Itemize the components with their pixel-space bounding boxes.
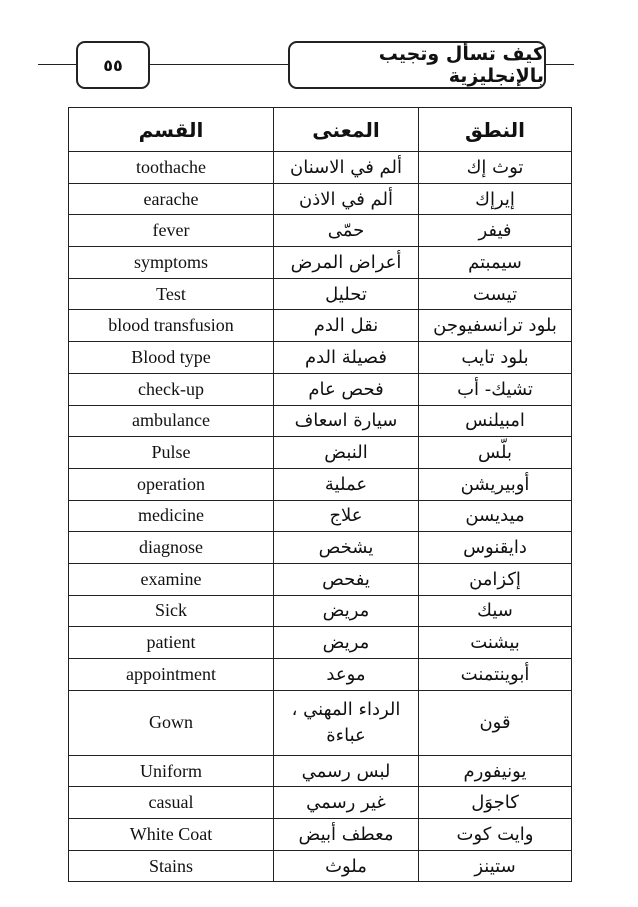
english-term-cell: ambulance xyxy=(69,405,274,437)
arabic-meaning-cell: مريض xyxy=(274,595,419,627)
english-term-cell: White Coat xyxy=(69,819,274,851)
arabic-meaning-cell: يشخص xyxy=(274,532,419,564)
pronunciation-cell: كاجوَل xyxy=(419,787,572,819)
header-rule-right xyxy=(544,64,574,65)
arabic-meaning-cell: ملوث xyxy=(274,850,419,882)
arabic-meaning-cell: النبض xyxy=(274,437,419,469)
english-term-cell: diagnose xyxy=(69,532,274,564)
table-row xyxy=(69,595,572,627)
table-row xyxy=(69,787,572,819)
english-term-cell: Test xyxy=(69,278,274,310)
arabic-meaning-cell: حمّى xyxy=(274,215,419,247)
english-term-cell: blood transfusion xyxy=(69,310,274,342)
pronunciation-cell: أوبيريشن xyxy=(419,468,572,500)
table-row xyxy=(69,183,572,215)
table-row xyxy=(69,563,572,595)
table-row xyxy=(69,659,572,691)
pronunciation-cell: وايت كوت xyxy=(419,819,572,851)
arabic-meaning-cell: عملية xyxy=(274,468,419,500)
header-rule-left xyxy=(38,64,76,65)
english-term-cell: symptoms xyxy=(69,247,274,279)
page-number-box xyxy=(76,41,150,89)
arabic-meaning-cell: سيارة اسعاف xyxy=(274,405,419,437)
english-term-cell: Blood type xyxy=(69,342,274,374)
pronunciation-cell: توث إك xyxy=(419,152,572,184)
vocabulary-table xyxy=(68,107,572,882)
english-term-cell: toothache xyxy=(69,152,274,184)
pronunciation-cell: تشيك- أب xyxy=(419,373,572,405)
pronunciation-cell: امبيلنس xyxy=(419,405,572,437)
pronunciation-cell: إيرإك xyxy=(419,183,572,215)
table-row xyxy=(69,247,572,279)
english-term-cell: medicine xyxy=(69,500,274,532)
table-row xyxy=(69,819,572,851)
arabic-meaning-cell: فصيلة الدم xyxy=(274,342,419,374)
pronunciation-cell: سيك xyxy=(419,595,572,627)
table-row xyxy=(69,310,572,342)
pronunciation-cell: يونيفورم xyxy=(419,755,572,787)
arabic-meaning-cell: يفحص xyxy=(274,563,419,595)
pronunciation-cell: دايقنوس xyxy=(419,532,572,564)
pronunciation-cell: ميديسن xyxy=(419,500,572,532)
header-rule-middle xyxy=(148,64,288,65)
english-term-cell: Sick xyxy=(69,595,274,627)
english-term-cell: Pulse xyxy=(69,437,274,469)
page-title: كيف تسأل وتجيب بالإنجليزية xyxy=(378,43,544,87)
arabic-meaning-cell: ألم في الاذن xyxy=(274,183,419,215)
table-row xyxy=(69,468,572,500)
header-section: القسم xyxy=(69,108,274,152)
table-row xyxy=(69,342,572,374)
arabic-meaning-cell: أعراض المرض xyxy=(274,247,419,279)
table-row xyxy=(69,405,572,437)
pronunciation-cell: أبوينتمنت xyxy=(419,659,572,691)
english-term-cell: casual xyxy=(69,787,274,819)
arabic-meaning-cell: نقل الدم xyxy=(274,310,419,342)
header-pronunciation: النطق xyxy=(419,108,572,152)
table-header-row xyxy=(69,108,572,152)
pronunciation-cell: بيشنت xyxy=(419,627,572,659)
english-term-cell: operation xyxy=(69,468,274,500)
english-term-cell: appointment xyxy=(69,659,274,691)
arabic-meaning-cell: الرداء المهني ، عباءة xyxy=(274,690,419,755)
table-row xyxy=(69,373,572,405)
pronunciation-cell: سيمبتم xyxy=(419,247,572,279)
english-term-cell: Gown xyxy=(69,690,274,755)
english-term-cell: fever xyxy=(69,215,274,247)
table-row xyxy=(69,278,572,310)
arabic-meaning-cell: موعد xyxy=(274,659,419,691)
english-term-cell: earache xyxy=(69,183,274,215)
pronunciation-cell: ستينز xyxy=(419,850,572,882)
pronunciation-cell: بلّس xyxy=(419,437,572,469)
table-row xyxy=(69,500,572,532)
table-row xyxy=(69,215,572,247)
arabic-meaning-cell: معطف أبيض xyxy=(274,819,419,851)
english-term-cell: check-up xyxy=(69,373,274,405)
page-number: ٥٥ xyxy=(103,55,123,75)
english-term-cell: patient xyxy=(69,627,274,659)
table-row xyxy=(69,532,572,564)
table-body xyxy=(69,152,572,882)
table-row xyxy=(69,627,572,659)
arabic-meaning-cell: غير رسمي xyxy=(274,787,419,819)
header-meaning: المعنى xyxy=(274,108,419,152)
pronunciation-cell: بلود ترانسفيوجن xyxy=(419,310,572,342)
title-box xyxy=(288,41,546,89)
arabic-meaning-cell: فحص عام xyxy=(274,373,419,405)
arabic-meaning-cell: تحليل xyxy=(274,278,419,310)
pronunciation-cell: قون xyxy=(419,690,572,755)
table-row xyxy=(69,437,572,469)
arabic-meaning-cell: لبس رسمي xyxy=(274,755,419,787)
pronunciation-cell: إكزامن xyxy=(419,563,572,595)
arabic-meaning-cell: علاج xyxy=(274,500,419,532)
table-row xyxy=(69,755,572,787)
table-row xyxy=(69,152,572,184)
arabic-meaning-cell: مريض xyxy=(274,627,419,659)
english-term-cell: examine xyxy=(69,563,274,595)
english-term-cell: Stains xyxy=(69,850,274,882)
pronunciation-cell: تيست xyxy=(419,278,572,310)
pronunciation-cell: فيفر xyxy=(419,215,572,247)
table-row xyxy=(69,690,572,755)
table-row xyxy=(69,850,572,882)
pronunciation-cell: بلود تايب xyxy=(419,342,572,374)
english-term-cell: Uniform xyxy=(69,755,274,787)
arabic-meaning-cell: ألم في الاسنان xyxy=(274,152,419,184)
